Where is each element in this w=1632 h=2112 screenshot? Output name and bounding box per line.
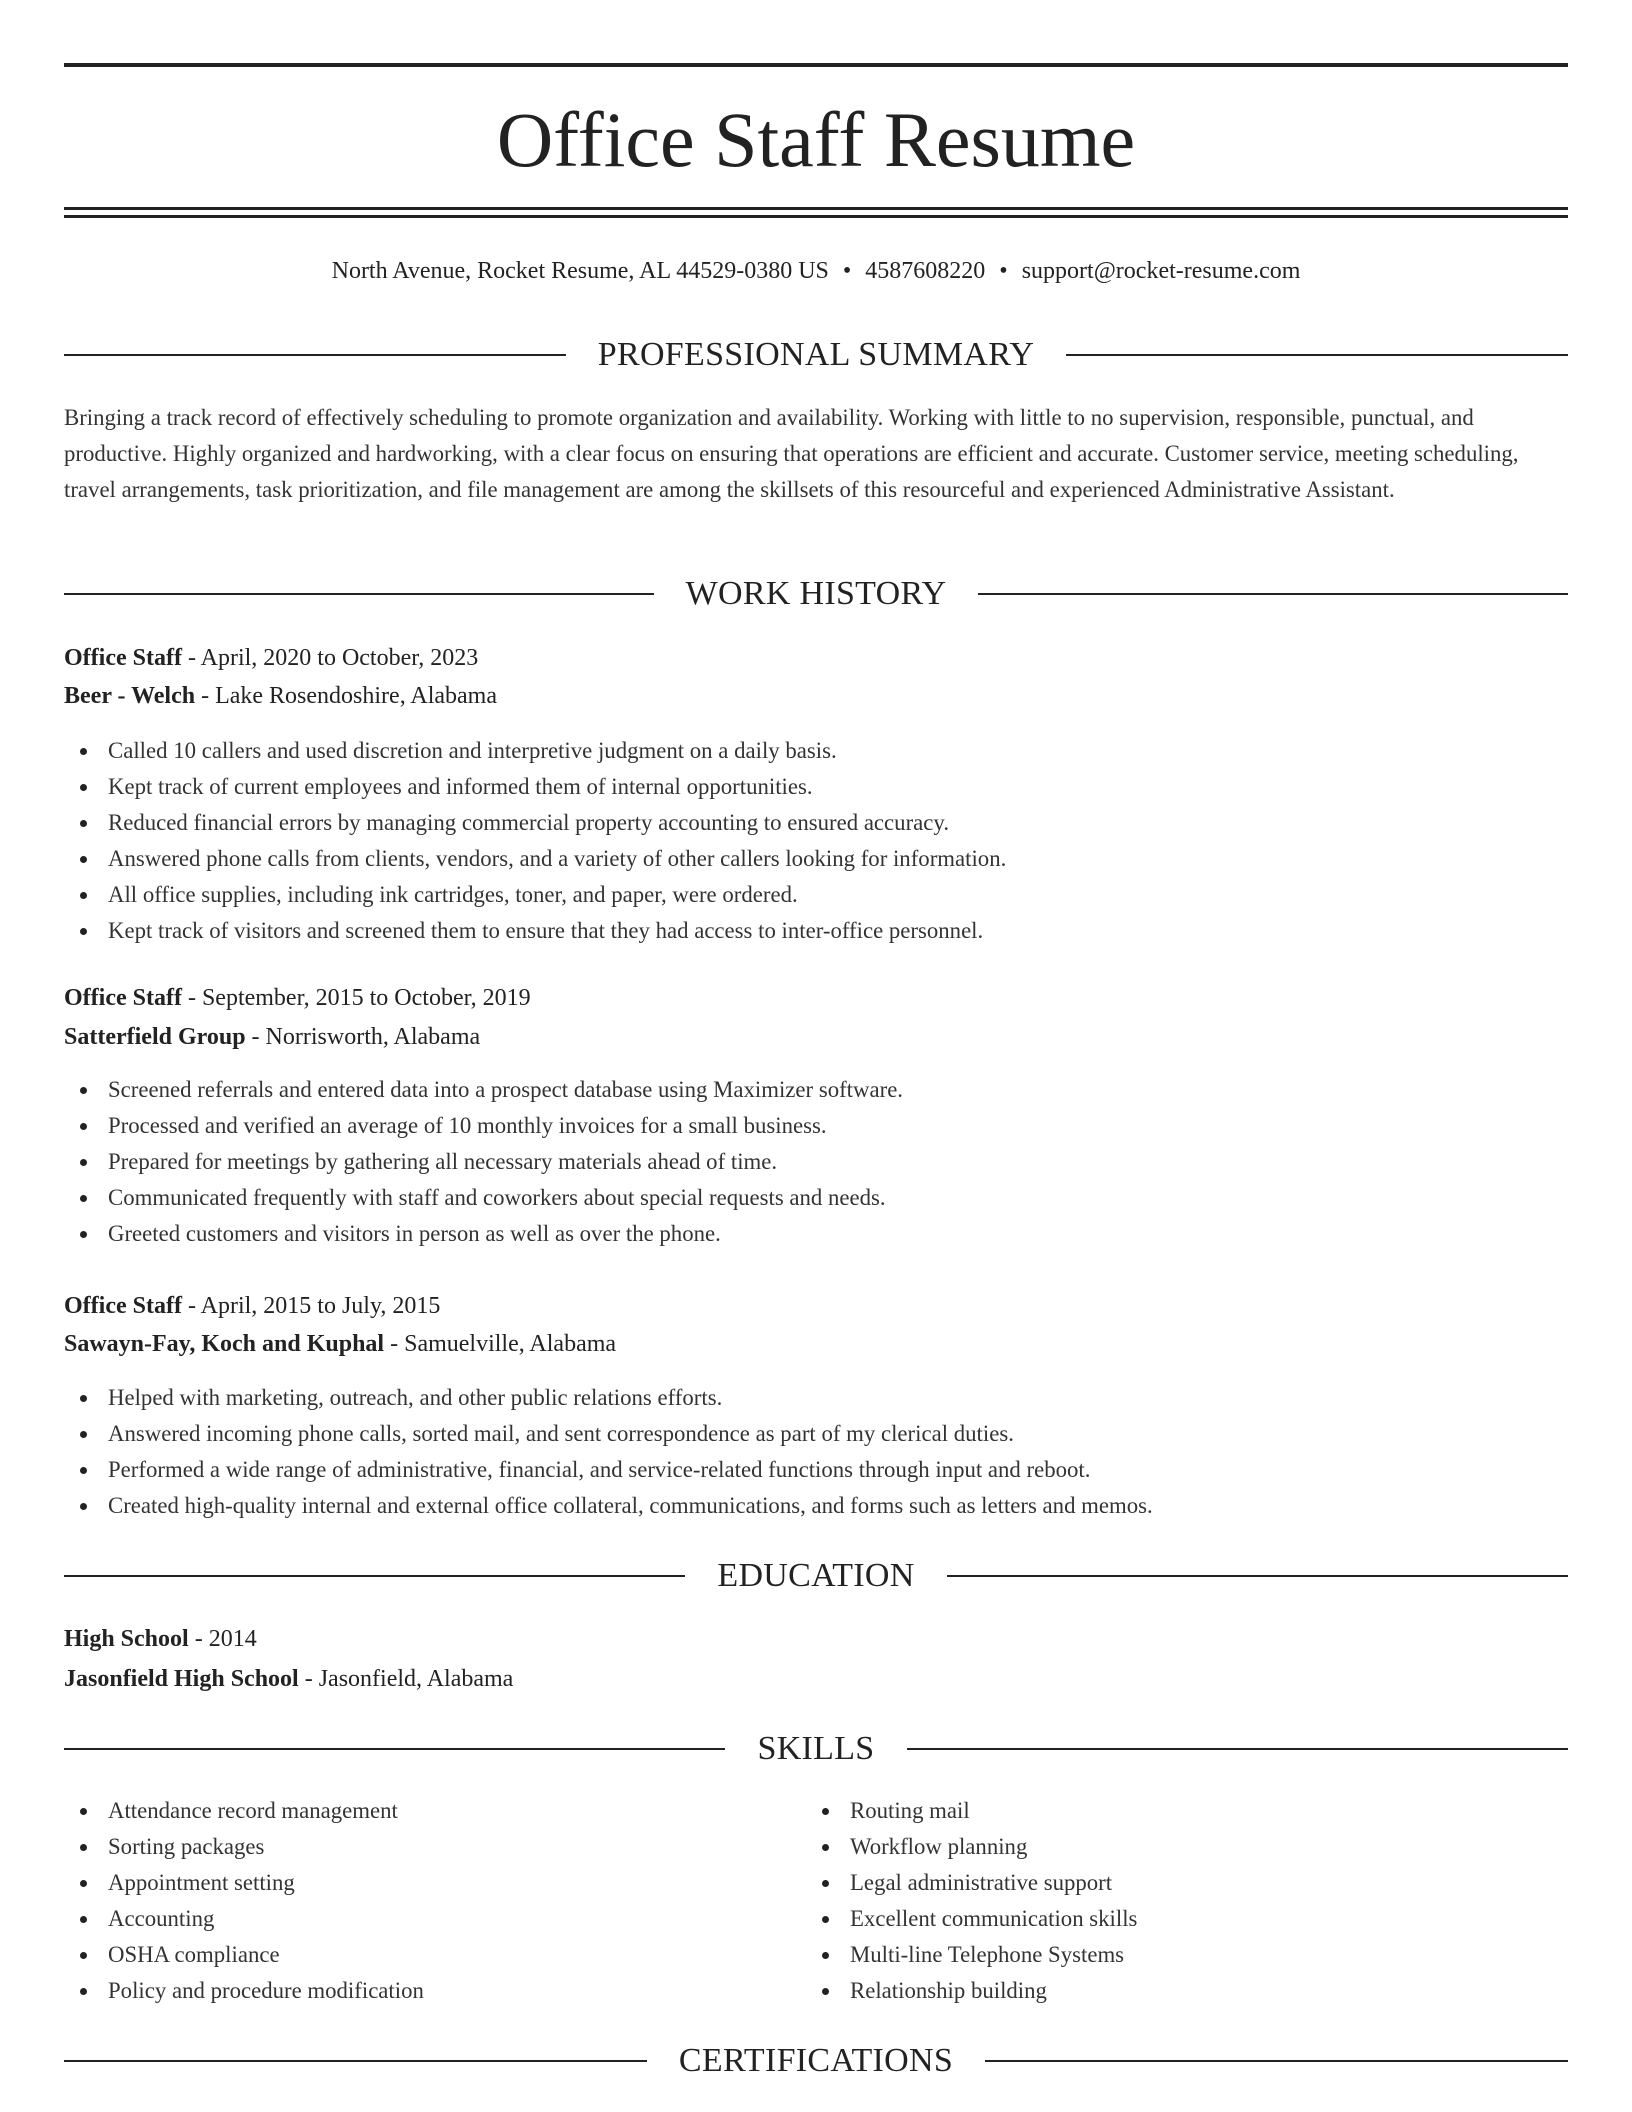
section-title: CERTIFICATIONS bbox=[678, 2042, 954, 2079]
section-heading-education bbox=[64, 1556, 1568, 1596]
skill-item: OSHA compliance bbox=[64, 1937, 804, 1973]
job-location: - Lake Rosendoshire, Alabama bbox=[195, 683, 498, 709]
contact-separator: • bbox=[999, 258, 1008, 284]
section-title: PROFESSIONAL SUMMARY bbox=[597, 336, 1035, 373]
education-school-line bbox=[64, 1664, 1568, 1694]
skill-item: Routing mail bbox=[806, 1793, 1546, 1829]
list-item: Helped with marketing, outreach, and other public relations efforts. bbox=[64, 1380, 1568, 1416]
education-school: Jasonfield High School bbox=[64, 1666, 299, 1692]
job-dates: - April, 2015 to July, 2015 bbox=[181, 1293, 441, 1319]
contact-address: North Avenue, Rocket Resume, AL 44529-0380 US bbox=[331, 258, 829, 284]
header-double-rule-upper bbox=[64, 207, 1568, 210]
heading-rule-left bbox=[64, 593, 654, 595]
job-bullets bbox=[64, 1072, 1568, 1252]
summary-paragraph: Bringing a track record of effectively scheduling to promote organization and availability. Working with little to no supervision, responsible, punctual, and productive. Highly organized and hardworking, with a clear focus on ensuring that operations are efficient and accurate. Customer service, meeting scheduling, travel arrangements, task prioritization, and file management are among the skillsets of this resourceful and experienced Administrative Assistant. bbox=[64, 405, 1519, 502]
heading-rule-left bbox=[64, 2060, 647, 2062]
contact-line bbox=[64, 256, 1568, 286]
job-location: - Samuelville, Alabama bbox=[384, 1331, 617, 1357]
heading-rule-right bbox=[1066, 354, 1568, 356]
skill-item: Relationship building bbox=[806, 1973, 1546, 2009]
section-title: WORK HISTORY bbox=[685, 575, 947, 612]
heading-rule-right bbox=[978, 593, 1568, 595]
job-location: - Norrisworth, Alabama bbox=[245, 1024, 481, 1050]
contact-email: support@rocket-resume.com bbox=[1021, 258, 1301, 284]
skill-item: Attendance record management bbox=[64, 1793, 804, 1829]
section-heading-certifications bbox=[64, 2041, 1568, 2081]
job-title: Office Staff bbox=[64, 1293, 182, 1319]
skill-item: Workflow planning bbox=[806, 1829, 1546, 1865]
list-item: Processed and verified an average of 10 monthly invoices for a small business. bbox=[64, 1108, 1568, 1144]
education-location: - Jasonfield, Alabama bbox=[298, 1666, 514, 1692]
section-title: EDUCATION bbox=[717, 1557, 915, 1594]
job-title-line bbox=[64, 643, 1568, 673]
list-item: Kept track of visitors and screened them to ensure that they had access to inter-office personnel. bbox=[64, 913, 1568, 949]
job-company: Sawayn-Fay, Koch and Kuphal bbox=[64, 1331, 385, 1357]
contact-phone: 4587608220 bbox=[865, 258, 986, 284]
list-item: Answered phone calls from clients, vendors, and a variety of other callers looking for information. bbox=[64, 841, 1568, 877]
list-item: Greeted customers and visitors in person as well as over the phone. bbox=[64, 1216, 1568, 1252]
skill-item: Excellent communication skills bbox=[806, 1901, 1546, 1937]
skill-item: Multi-line Telephone Systems bbox=[806, 1937, 1546, 1973]
job-title-line bbox=[64, 983, 1568, 1013]
heading-rule-left bbox=[64, 1575, 685, 1577]
list-item: Answered incoming phone calls, sorted mail, and sent correspondence as part of my clerical duties. bbox=[64, 1416, 1568, 1452]
contact-separator: • bbox=[842, 258, 852, 284]
skills-list-left bbox=[64, 1793, 804, 2009]
list-item: Reduced financial errors by managing commercial property accounting to ensured accuracy. bbox=[64, 805, 1568, 841]
education-year: - 2014 bbox=[188, 1626, 257, 1652]
job-bullets bbox=[64, 1380, 1568, 1524]
job-title-line bbox=[64, 1291, 1568, 1321]
education-degree-line bbox=[64, 1624, 1568, 1654]
skill-item: Legal administrative support bbox=[806, 1865, 1546, 1901]
job-dates: - April, 2020 to October, 2023 bbox=[181, 645, 479, 671]
list-item: Kept track of current employees and informed them of internal opportunities. bbox=[64, 769, 1568, 805]
skills-list-right bbox=[806, 1793, 1546, 2009]
heading-rule-right bbox=[985, 2060, 1568, 2062]
job-company-line bbox=[64, 681, 1568, 711]
section-heading-work-history bbox=[64, 574, 1568, 614]
skill-item: Accounting bbox=[64, 1901, 804, 1937]
list-item: Communicated frequently with staff and coworkers about special requests and needs. bbox=[64, 1180, 1568, 1216]
skill-item: Policy and procedure modification bbox=[64, 1973, 804, 2009]
header-top-rule bbox=[64, 63, 1568, 67]
section-heading-skills bbox=[64, 1729, 1568, 1769]
job-company: Satterfield Group bbox=[64, 1024, 246, 1050]
list-item: Prepared for meetings by gathering all necessary materials ahead of time. bbox=[64, 1144, 1568, 1180]
job-title: Office Staff bbox=[64, 645, 182, 671]
heading-rule-right bbox=[907, 1748, 1568, 1750]
list-item: Screened referrals and entered data into a prospect database using Maximizer software. bbox=[64, 1072, 1568, 1108]
section-title: SKILLS bbox=[757, 1730, 875, 1767]
list-item: Called 10 callers and used discretion and interpretive judgment on a daily basis. bbox=[64, 733, 1568, 769]
job-bullets bbox=[64, 733, 1568, 949]
education-degree: High School bbox=[64, 1626, 189, 1652]
resume-title: Office Staff Resume bbox=[496, 96, 1136, 183]
list-item: Created high-quality internal and external office collateral, communications, and forms such as letters and memos. bbox=[64, 1488, 1568, 1524]
heading-rule-right bbox=[947, 1575, 1568, 1577]
header-double-rule-lower bbox=[64, 215, 1568, 218]
job-company-line bbox=[64, 1022, 1568, 1052]
job-company-line bbox=[64, 1329, 1568, 1359]
skill-item: Appointment setting bbox=[64, 1865, 804, 1901]
skill-item: Sorting packages bbox=[64, 1829, 804, 1865]
heading-rule-left bbox=[64, 354, 566, 356]
list-item: All office supplies, including ink cartridges, toner, and paper, were ordered. bbox=[64, 877, 1568, 913]
section-heading-summary bbox=[64, 335, 1568, 375]
job-company: Beer - Welch bbox=[64, 683, 196, 709]
heading-rule-left bbox=[64, 1748, 725, 1750]
job-title: Office Staff bbox=[64, 985, 182, 1011]
list-item: Performed a wide range of administrative, financial, and service-related functions through input and reboot. bbox=[64, 1452, 1568, 1488]
job-dates: - September, 2015 to October, 2019 bbox=[181, 985, 531, 1011]
